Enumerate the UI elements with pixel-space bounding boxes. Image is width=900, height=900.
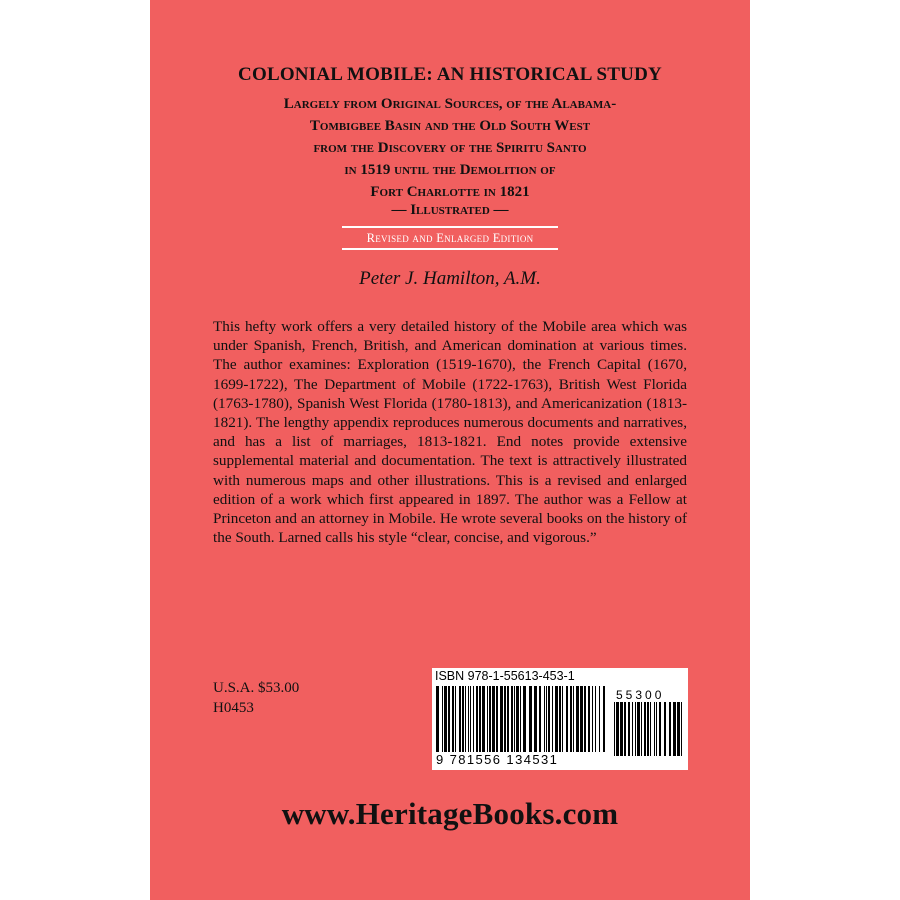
barcode-bar [452,686,454,752]
barcode-bar [462,686,464,752]
barcode-bar [444,686,447,752]
barcode-bar [436,686,439,752]
barcode-bars [436,686,608,754]
barcode-bar [580,686,583,752]
book-subtitle [150,93,750,203]
price-code: 55300 [616,688,665,702]
back-cover [150,0,750,900]
barcode-bar [656,702,657,756]
barcode-bar [616,702,619,756]
barcode-bar [539,686,541,752]
barcode-bar [548,686,550,752]
barcode-bar [659,702,661,756]
barcode-bar [507,686,509,752]
barcode-bar [492,686,495,752]
barcode-bar [473,686,474,752]
barcode-bar [482,686,485,752]
barcode-bar [504,686,506,752]
barcode-bar [654,702,655,756]
barcode-bar [599,686,600,752]
barcode-bar [620,702,623,756]
illustrated-label: — Illustrated — [391,202,509,218]
barcode-bar [455,686,456,752]
edition-label: Revised and Enlarged Edition [366,231,534,245]
barcode-bar [448,686,450,752]
barcode-bar [673,702,676,756]
barcode-bar [520,686,521,752]
author-name: Peter J. Hamilton, A.M. [359,268,541,289]
barcode-bar [647,702,649,756]
price: U.S.A. $53.00 [213,680,300,696]
barcode-bar [468,686,469,752]
barcode-bar [566,686,568,752]
barcode-bar [476,686,478,752]
subtitle-line: Largely from Original Sources, of the Alabama- [283,96,617,112]
barcode-bar [562,686,563,752]
barcode-bar [632,702,633,756]
barcode-bar [552,686,553,752]
barcode-bar [544,686,545,752]
barcode-bar [559,686,561,752]
barcode-bar [546,686,547,752]
barcode-bar [588,686,590,752]
barcode-bar [479,686,481,752]
barcode-bar [470,686,471,752]
barcode-bar [459,686,461,752]
barcode-bar [628,702,630,756]
barcode-bar [592,686,593,752]
barcode-bar [496,686,498,752]
subtitle-line: in 1519 until the Demolition of [344,162,556,178]
barcode-bar [677,702,680,756]
price-block [213,678,299,718]
barcode-bar [570,686,572,752]
barcode-bar [624,702,626,756]
barcode-bar [603,686,605,752]
barcode-digits: 9 781556 134531 [436,752,559,767]
barcode-bar [576,686,579,752]
barcode-bar [555,686,558,752]
barcode-bar [487,686,488,752]
barcode-bar [595,686,596,752]
barcode-bar [465,686,466,752]
barcode-bar [641,702,642,756]
book-description: This hefty work offers a very detailed history of the Mobile area which was under Spanish, French, British, and American domination at various times. The author examines: Exploration (1519-1670), the French Capital (1670, 1699-1722), The Department of Mobile (1722-1763), British West Florida (1763-1780), Spanish West Florida (1780-1813), and Americanization (1813-1821). The lengthy appendix reproduces numerous documents and narratives, and has a list of marriages, 1813-1821. End notes provide extensive supplemental material and documentation. The text is attractively illustrated with numerous maps and other illustrations. This is a revised and enlarged edition of a work which first appeared in 1897. The author was a Fellow at Princeton and an attorney in Mobile. He wrote several books on the history of the South. Larned calls his style “clear, concise, and vigorous.” [213,318,687,547]
barcode-bar [664,702,666,756]
isbn-label: ISBN 978-1-55613-453-1 [435,669,575,683]
barcode-bar [669,702,671,756]
barcode-bar [511,686,513,752]
barcode-bar [500,686,503,752]
subtitle-line: Tombigbee Basin and the Old South West [309,118,591,134]
barcode-bar [529,686,532,752]
barcode-bar [442,686,443,752]
barcode-bar [534,686,537,752]
subtitle-line: from the Discovery of the Spiritu Santo [313,140,587,156]
isbn-barcode [432,668,688,770]
subtitle-line: Fort Charlotte in 1821 [370,184,530,200]
barcode-bar [489,686,491,752]
item-code: H0453 [213,700,254,716]
barcode-bar [584,686,586,752]
barcode-bar [681,702,682,756]
publisher-website: www.HeritageBooks.com [281,796,619,831]
barcode-bar [614,702,615,756]
book-title: COLONIAL MOBILE: AN HISTORICAL STUDY [238,64,662,85]
barcode-bar [514,686,515,752]
barcode-bar [644,702,646,756]
barcode-bar [650,702,651,756]
barcode-bar [523,686,526,752]
barcode-bar [635,702,636,756]
barcode-bar [637,702,640,756]
barcode-bar [516,686,519,752]
barcode-bar [573,686,574,752]
addon-barcode-bars [614,702,684,758]
